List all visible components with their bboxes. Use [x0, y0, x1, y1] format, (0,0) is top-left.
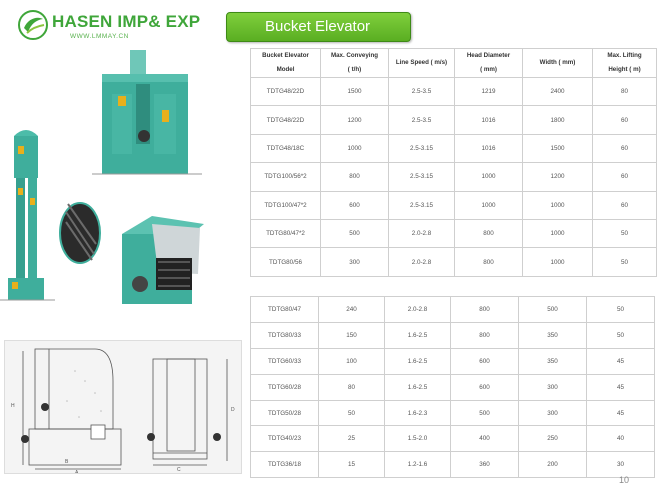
table-cell: TDTG80/47: [251, 297, 319, 323]
column-header: Width ( mm): [523, 49, 593, 78]
table-cell: 1200: [321, 106, 389, 134]
table-row: [251, 322, 655, 348]
table-cell: 1.6-2.5: [385, 322, 451, 348]
table-cell: 350: [519, 322, 587, 348]
table-cell: 600: [321, 191, 389, 219]
table-cell: 400: [451, 426, 519, 452]
table-cell: TDTG60/33: [251, 348, 319, 374]
table-cell: 1016: [455, 134, 523, 162]
table-row: [251, 400, 655, 426]
table-cell: TDTG60/28: [251, 374, 319, 400]
page-title: Bucket Elevator: [226, 12, 411, 42]
table-cell: 800: [451, 297, 519, 323]
drawing-label-a: A: [75, 470, 79, 474]
table-cell: TDTG48/22D: [251, 78, 321, 106]
table-cell: 800: [455, 219, 523, 247]
table-cell: 2.0-2.8: [389, 219, 455, 247]
table-cell: 1.6-2.3: [385, 400, 451, 426]
table-cell: 1.2-1.6: [385, 452, 451, 478]
leaf-logo-icon: [18, 10, 48, 40]
table-cell: 1000: [455, 163, 523, 191]
table-cell: 240: [319, 297, 385, 323]
table-cell: TDTG50/28: [251, 400, 319, 426]
table-cell: 60: [593, 163, 657, 191]
brand-name: HASEN IMP& EXP: [52, 12, 201, 31]
column-header: Max. Lifting Height ( m): [593, 49, 657, 78]
table-cell: 300: [519, 374, 587, 400]
table-cell: 60: [593, 106, 657, 134]
table-cell: TDTG100/56*2: [251, 163, 321, 191]
drawing-label-d: D: [231, 407, 235, 413]
table-cell: 1500: [321, 78, 389, 106]
table-cell: 360: [451, 452, 519, 478]
table-cell: 500: [321, 219, 389, 247]
table-cell: 800: [451, 322, 519, 348]
brand-url: WWW.LMMAY.CN: [70, 33, 129, 40]
table-cell: 300: [519, 400, 587, 426]
table-cell: 50: [587, 322, 655, 348]
table-header-row: [251, 49, 657, 78]
table-cell: 1.5-2.0: [385, 426, 451, 452]
table-cell: TDTG80/56: [251, 248, 321, 276]
table-cell: 60: [593, 191, 657, 219]
spec-table-top: [250, 48, 657, 277]
drawing-label-b: B: [65, 459, 69, 465]
table-cell: 30: [587, 452, 655, 478]
spec-table-bottom: [250, 296, 655, 478]
table-row: [251, 191, 657, 219]
table-cell: 1500: [523, 134, 593, 162]
table-cell: 600: [451, 374, 519, 400]
table-cell: 300: [321, 248, 389, 276]
table-row: [251, 374, 655, 400]
column-header: Line Speed ( m/s): [389, 49, 455, 78]
table-cell: 1.6-2.5: [385, 348, 451, 374]
table-cell: TDTG80/33: [251, 322, 319, 348]
table-cell: 1000: [523, 248, 593, 276]
table-cell: 800: [321, 163, 389, 191]
table-cell: TDTG80/47*2: [251, 219, 321, 247]
table-row: [251, 297, 655, 323]
table-cell: 1200: [523, 163, 593, 191]
table-cell: 1016: [455, 106, 523, 134]
table-cell: 50: [593, 248, 657, 276]
table-cell: 80: [319, 374, 385, 400]
table-row: [251, 106, 657, 134]
table-cell: 25: [319, 426, 385, 452]
table-row: [251, 248, 657, 276]
table-row: [251, 134, 657, 162]
table-cell: 1000: [455, 191, 523, 219]
table-cell: 2.5-3.15: [389, 134, 455, 162]
table-cell: 45: [587, 374, 655, 400]
table-cell: 2.0-2.8: [389, 248, 455, 276]
table-cell: 150: [319, 322, 385, 348]
table-cell: 2400: [523, 78, 593, 106]
table-cell: TDTG36/18: [251, 452, 319, 478]
drawing-label-c: C: [177, 467, 181, 473]
table-cell: 2.5-3.15: [389, 191, 455, 219]
column-header: Max. Conveying ( t/h): [321, 49, 389, 78]
table-cell: 500: [451, 400, 519, 426]
technical-drawing: [4, 340, 242, 474]
table-cell: 1219: [455, 78, 523, 106]
column-header: Head Diameter ( mm): [455, 49, 523, 78]
table-cell: TDTG48/18C: [251, 134, 321, 162]
table-cell: 2.5-3.15: [389, 163, 455, 191]
table-cell: 250: [519, 426, 587, 452]
table-cell: 2.5-3.5: [389, 78, 455, 106]
table-cell: 800: [455, 248, 523, 276]
table-row: [251, 78, 657, 106]
table-cell: 45: [587, 400, 655, 426]
table-cell: 350: [519, 348, 587, 374]
company-logo: [18, 8, 208, 44]
table-cell: 50: [587, 297, 655, 323]
table-cell: 15: [319, 452, 385, 478]
table-cell: 2.0-2.8: [385, 297, 451, 323]
table-cell: 80: [593, 78, 657, 106]
table-cell: 2.5-3.5: [389, 106, 455, 134]
table-cell: 45: [587, 348, 655, 374]
table-row: [251, 452, 655, 478]
column-header: Bucket Elevator Model: [251, 49, 321, 78]
table-cell: 600: [451, 348, 519, 374]
table-cell: 1000: [321, 134, 389, 162]
table-cell: 40: [587, 426, 655, 452]
table-cell: 1000: [523, 191, 593, 219]
table-row: [251, 348, 655, 374]
bucket-elevator-photo-boot: [112, 214, 210, 310]
table-cell: TDTG40/23: [251, 426, 319, 452]
table-cell: 200: [519, 452, 587, 478]
table-row: [251, 163, 657, 191]
table-cell: TDTG100/47*2: [251, 191, 321, 219]
table-cell: 60: [593, 134, 657, 162]
table-row: [251, 426, 655, 452]
table-cell: 100: [319, 348, 385, 374]
table-cell: 50: [319, 400, 385, 426]
table-cell: 1000: [523, 219, 593, 247]
table-cell: TDTG48/22D: [251, 106, 321, 134]
table-cell: 1800: [523, 106, 593, 134]
table-cell: 1.6-2.5: [385, 374, 451, 400]
bucket-chain-detail-photo: [58, 200, 102, 266]
table-cell: 500: [519, 297, 587, 323]
bucket-elevator-photo-head: [92, 44, 202, 184]
drawing-label-h: H: [11, 403, 15, 409]
table-row: [251, 219, 657, 247]
page-number: 10: [619, 475, 630, 485]
table-cell: 50: [593, 219, 657, 247]
